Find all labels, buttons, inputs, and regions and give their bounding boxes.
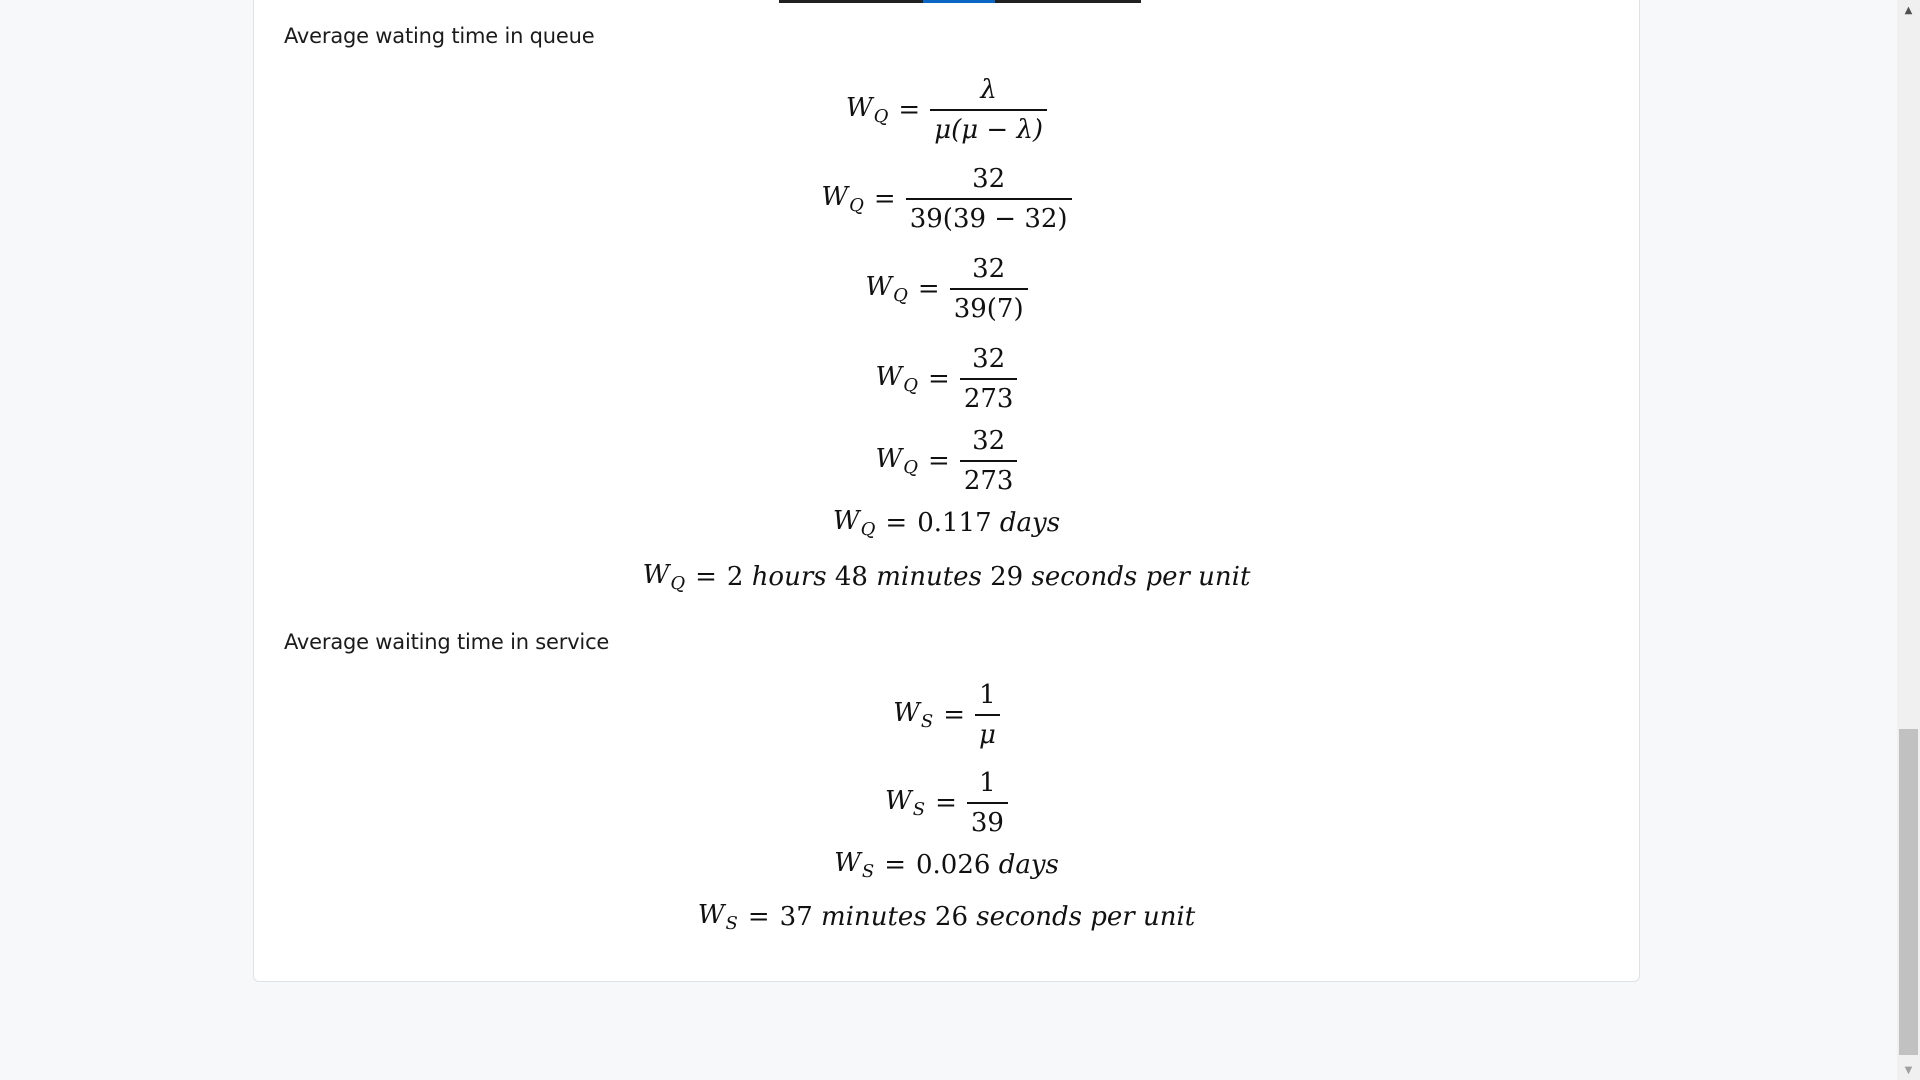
equals-sign: = bbox=[885, 508, 908, 538]
vertical-scrollbar[interactable] bbox=[1897, 0, 1920, 1080]
numerator: 1 bbox=[979, 680, 996, 710]
equation-ws-time bbox=[253, 900, 1640, 934]
equation-lhs: $W_Q$ bbox=[642, 560, 686, 594]
equation-lhs: $W_S$ bbox=[834, 848, 875, 882]
fraction bbox=[950, 252, 1028, 326]
equals-sign: = bbox=[943, 699, 965, 730]
equation-value: 0.026 days bbox=[915, 850, 1059, 880]
numerator: 32 bbox=[972, 164, 1006, 194]
denominator: 39 bbox=[970, 807, 1004, 838]
equation-wq-step3 bbox=[253, 252, 1640, 326]
fraction bbox=[960, 424, 1018, 498]
equation-wq-substituted bbox=[253, 162, 1640, 236]
fraction bbox=[906, 162, 1072, 236]
equation-value: 0.117 days bbox=[917, 508, 1061, 538]
numerator: 32 bbox=[972, 344, 1006, 374]
denominator: 273 bbox=[963, 383, 1014, 414]
denominator: 39(39 − 32) bbox=[909, 203, 1068, 234]
equation-wq-formula bbox=[253, 73, 1640, 147]
equation-wq-days bbox=[253, 506, 1640, 540]
numerator: 1 bbox=[979, 768, 996, 798]
equals-sign: = bbox=[935, 787, 957, 818]
equation-lhs: $W_S$ bbox=[885, 785, 926, 820]
fraction bbox=[960, 342, 1018, 416]
denominator: μ bbox=[978, 719, 996, 750]
equals-sign: = bbox=[898, 94, 921, 125]
numerator: 32 bbox=[972, 254, 1006, 284]
equation-value: 37 minutes 26 seconds per unit bbox=[779, 902, 1196, 932]
tab-indicator-bar bbox=[779, 0, 1141, 3]
section-label-service: Average waiting time in service bbox=[284, 630, 610, 654]
equation-lhs: $W_Q$ bbox=[821, 181, 864, 216]
equation-lhs: $W_Q$ bbox=[832, 506, 876, 540]
fraction bbox=[930, 73, 1047, 147]
equation-lhs: $W_Q$ bbox=[865, 271, 908, 306]
equals-sign: = bbox=[747, 902, 770, 932]
equation-ws-formula bbox=[253, 678, 1640, 752]
equation-wq-step5 bbox=[253, 424, 1640, 498]
equals-sign: = bbox=[928, 363, 950, 394]
equals-sign: = bbox=[917, 273, 940, 304]
equation-wq-step4 bbox=[253, 342, 1640, 416]
denominator: 39(7) bbox=[953, 293, 1024, 324]
equals-sign: = bbox=[884, 850, 906, 880]
scrollbar-thumb[interactable] bbox=[1899, 729, 1918, 1055]
equals-sign: = bbox=[695, 562, 717, 592]
equation-lhs: $W_S$ bbox=[697, 900, 738, 934]
denominator: 273 bbox=[963, 465, 1014, 496]
equals-sign: = bbox=[873, 183, 896, 214]
equation-lhs: $W_Q$ bbox=[875, 443, 919, 478]
scroll-down-arrow-icon[interactable]: ▼ bbox=[1904, 1064, 1913, 1076]
section-label-queue: Average wating time in queue bbox=[284, 24, 595, 48]
fraction bbox=[967, 766, 1008, 840]
equation-wq-time bbox=[253, 560, 1640, 594]
equals-sign: = bbox=[928, 445, 950, 476]
equation-lhs: $W_Q$ bbox=[845, 92, 889, 127]
equation-ws-substituted bbox=[253, 766, 1640, 840]
equation-ws-days bbox=[253, 848, 1640, 882]
denominator: μ(μ − λ) bbox=[934, 114, 1044, 145]
numerator: 32 bbox=[972, 426, 1006, 456]
equation-lhs: $W_S$ bbox=[893, 697, 934, 732]
equation-value: 2 hours 48 minutes 29 seconds per unit bbox=[726, 562, 1251, 592]
scroll-up-arrow-icon[interactable]: ▲ bbox=[1904, 4, 1913, 16]
active-tab-indicator bbox=[923, 0, 995, 3]
fraction bbox=[975, 678, 1000, 752]
equation-lhs: $W_Q$ bbox=[875, 361, 919, 396]
numerator: λ bbox=[980, 75, 997, 105]
